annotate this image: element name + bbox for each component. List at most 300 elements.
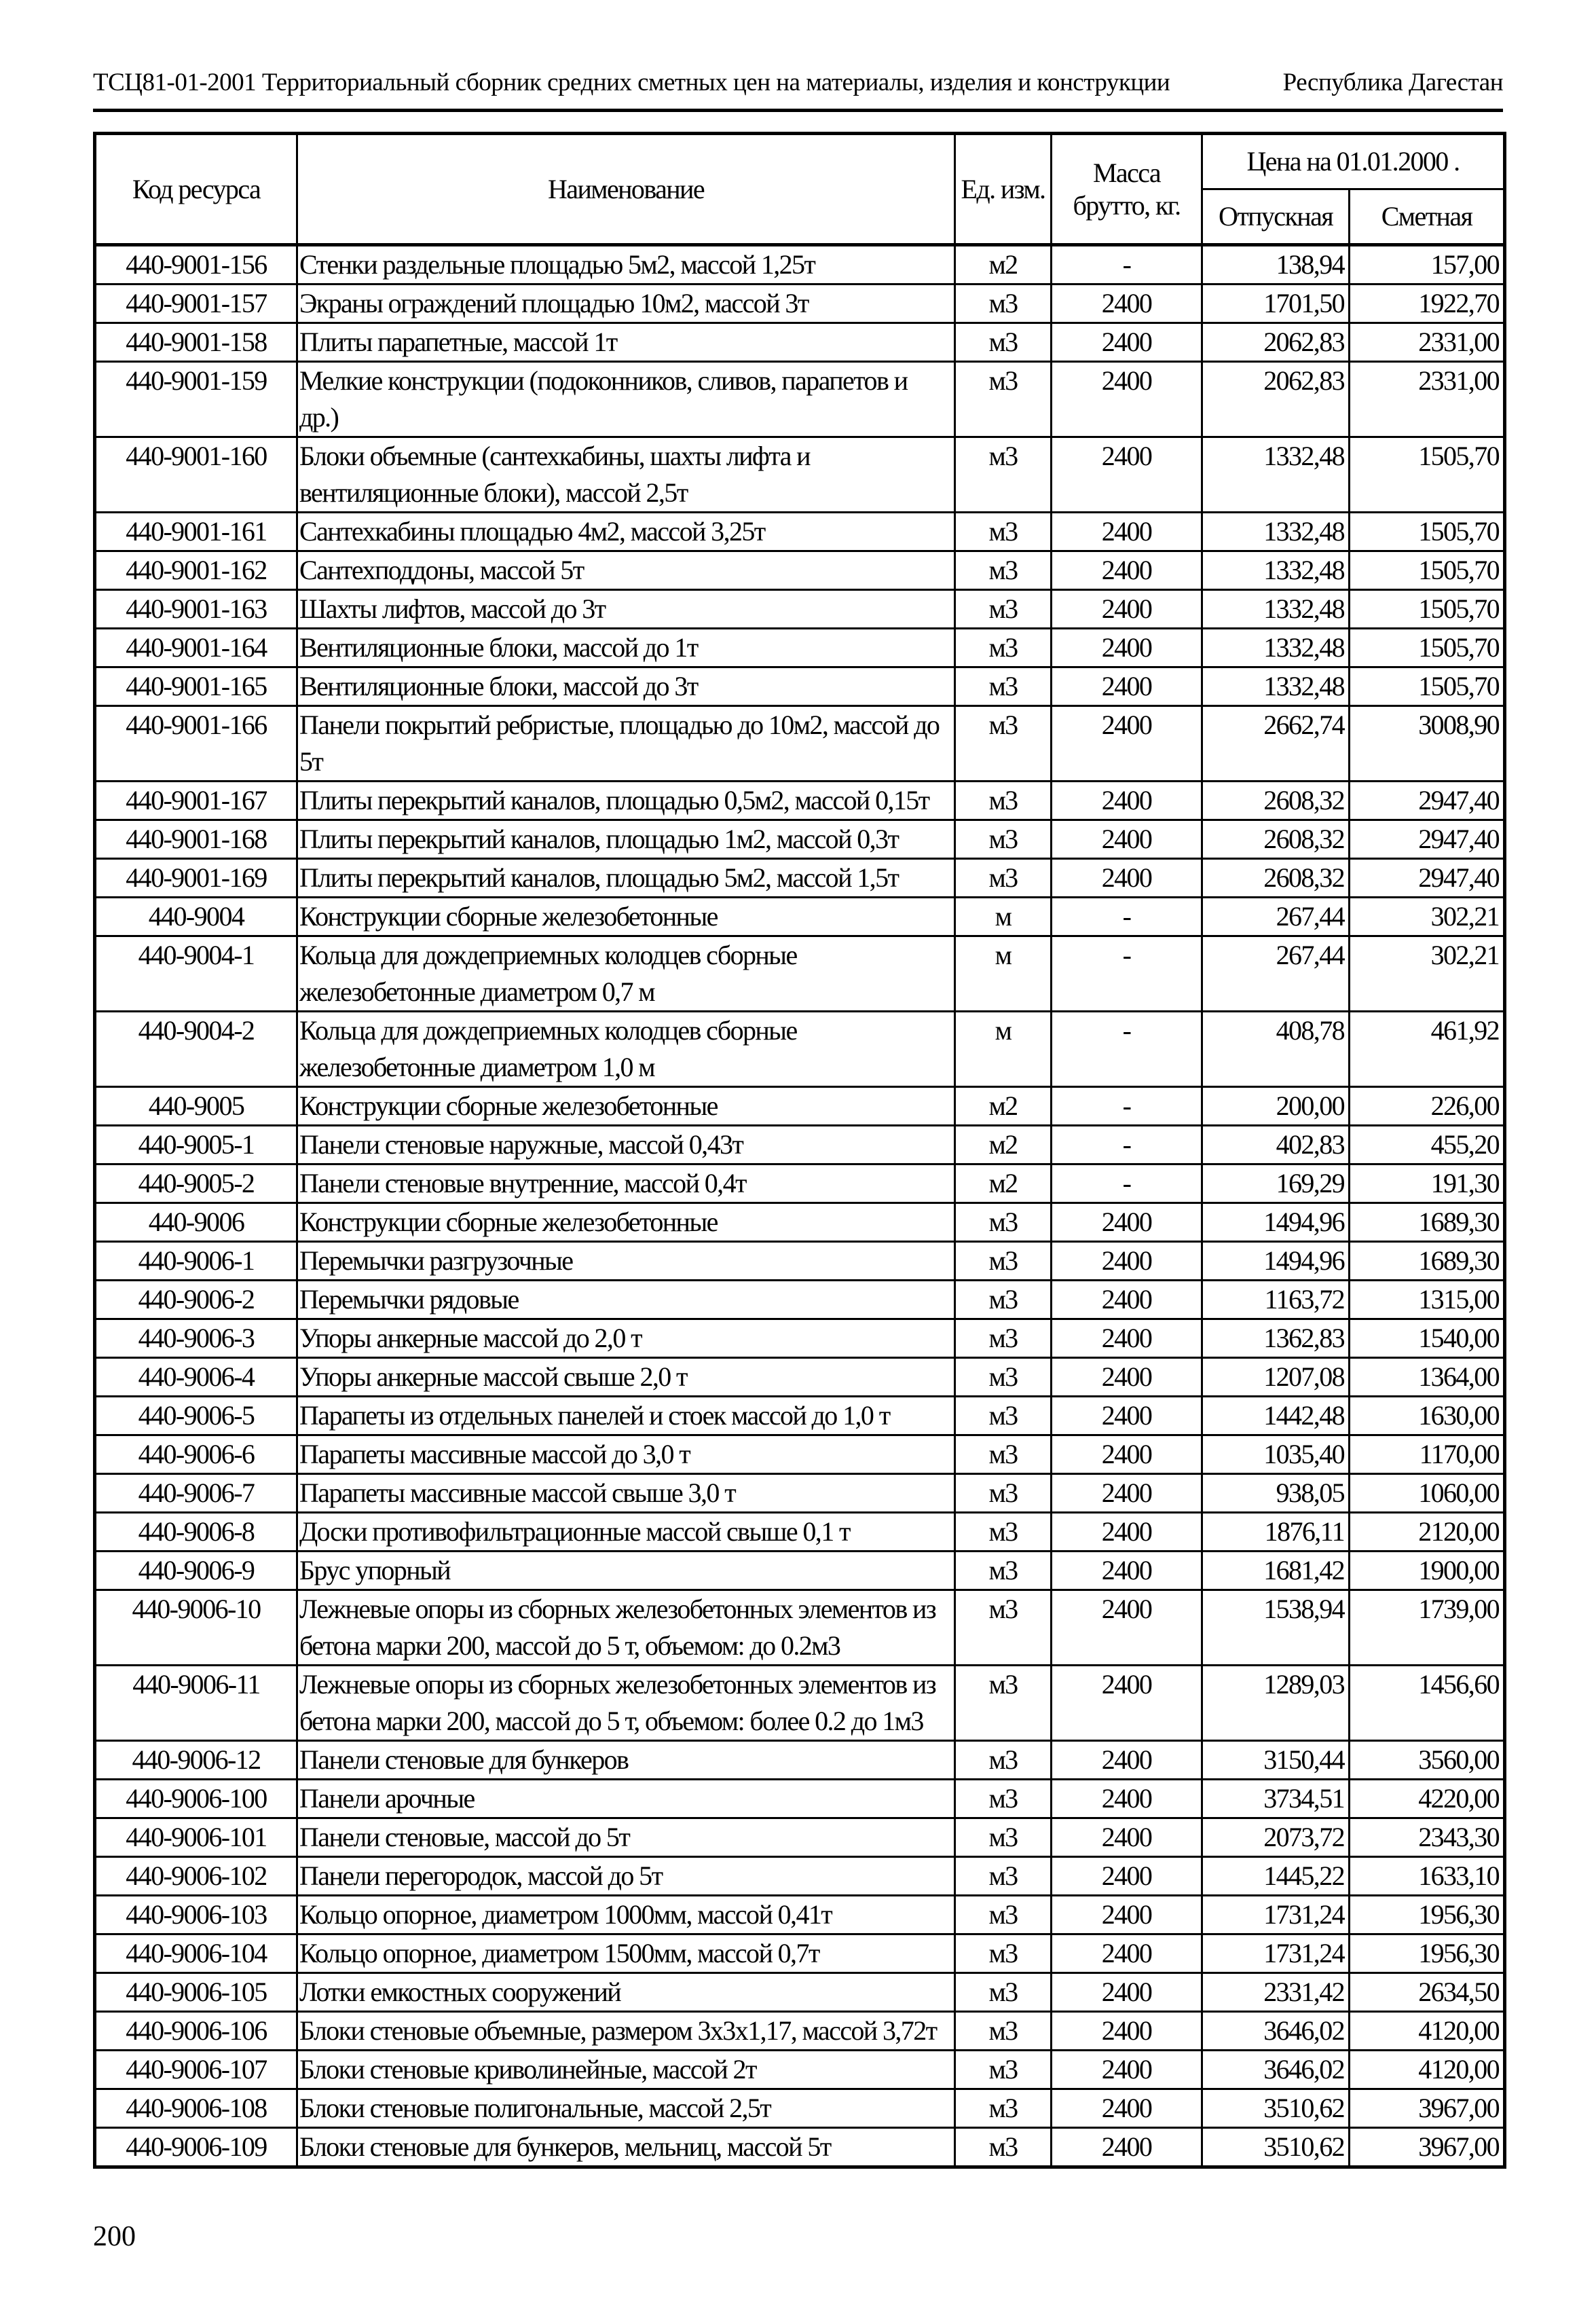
cell-name: Лежневые опоры из сборных железобетонных элементов из бетона марки 200, массой до 5 т, объемом: до 0.2м3	[297, 1590, 955, 1666]
cell-code: 440-9001-160	[95, 437, 297, 513]
cell-name: Упоры анкерные массой свыше 2,0 т	[297, 1358, 955, 1397]
cell-name: Конструкции сборные железобетонные	[297, 1087, 955, 1126]
table-row	[95, 1012, 1505, 1087]
cell-release-price: 1681,42	[1202, 1552, 1350, 1590]
cell-mass: 2400	[1052, 1203, 1202, 1242]
cell-estimate-price: 1689,30	[1350, 1242, 1505, 1281]
table-row	[95, 437, 1505, 513]
cell-code: 440-9001-159	[95, 362, 297, 437]
table-row	[95, 513, 1505, 551]
table-row	[95, 706, 1505, 782]
cell-estimate-price: 302,21	[1350, 898, 1505, 936]
cell-estimate-price: 1505,70	[1350, 590, 1505, 629]
cell-estimate-price: 1630,00	[1350, 1397, 1505, 1435]
cell-name: Плиты перекрытий каналов, площадью 5м2, массой 1,5т	[297, 859, 955, 898]
cell-name: Доски противофильтрационные массой свыше 0,1 т	[297, 1513, 955, 1552]
cell-release-price: 3734,51	[1202, 1780, 1350, 1818]
table-row	[95, 667, 1505, 706]
cell-mass: 2400	[1052, 1741, 1202, 1780]
table-row	[95, 1397, 1505, 1435]
cell-unit: м3	[955, 1818, 1052, 1857]
cell-mass: -	[1052, 1164, 1202, 1203]
cell-unit: м	[955, 1012, 1052, 1087]
cell-name: Лежневые опоры из сборных железобетонных элементов из бетона марки 200, массой до 5 т, объемом: более 0.2 до 1м3	[297, 1666, 955, 1741]
cell-code: 440-9006-6	[95, 1435, 297, 1474]
cell-estimate-price: 226,00	[1350, 1087, 1505, 1126]
cell-estimate-price: 1170,00	[1350, 1435, 1505, 1474]
cell-unit: м	[955, 898, 1052, 936]
cell-name: Панели стеновые внутренние, массой 0,4т	[297, 1164, 955, 1203]
cell-estimate-price: 1315,00	[1350, 1281, 1505, 1319]
table-row	[95, 1242, 1505, 1281]
cell-mass: 2400	[1052, 590, 1202, 629]
col-header-price-group: Цена на 01.01.2000 .	[1202, 134, 1505, 189]
cell-name: Плиты перекрытий каналов, площадью 1м2, массой 0,3т	[297, 820, 955, 859]
cell-code: 440-9004-2	[95, 1012, 297, 1087]
cell-name: Парапеты из отдельных панелей и стоек массой до 1,0 т	[297, 1397, 955, 1435]
cell-unit: м3	[955, 1666, 1052, 1741]
cell-name: Парапеты массивные массой до 3,0 т	[297, 1435, 955, 1474]
cell-name: Экраны ограждений площадью 10м2, массой 3т	[297, 285, 955, 323]
cell-code: 440-9001-164	[95, 629, 297, 667]
cell-unit: м2	[955, 1164, 1052, 1203]
cell-mass: 2400	[1052, 2012, 1202, 2051]
cell-release-price: 1207,08	[1202, 1358, 1350, 1397]
cell-release-price: 1332,48	[1202, 590, 1350, 629]
cell-mass: 2400	[1052, 323, 1202, 362]
cell-estimate-price: 191,30	[1350, 1164, 1505, 1203]
cell-code: 440-9006-104	[95, 1934, 297, 1973]
cell-code: 440-9006-109	[95, 2128, 297, 2167]
cell-unit: м3	[955, 706, 1052, 782]
cell-name: Парапеты массивные массой свыше 3,0 т	[297, 1474, 955, 1513]
cell-release-price: 1332,48	[1202, 667, 1350, 706]
cell-code: 440-9006-5	[95, 1397, 297, 1435]
cell-release-price: 1731,24	[1202, 1896, 1350, 1934]
table-row	[95, 1474, 1505, 1513]
cell-estimate-price: 2120,00	[1350, 1513, 1505, 1552]
cell-mass: 2400	[1052, 551, 1202, 590]
cell-release-price: 267,44	[1202, 936, 1350, 1012]
cell-name: Кольцо опорное, диаметром 1500мм, массой 0,7т	[297, 1934, 955, 1973]
cell-unit: м2	[955, 1087, 1052, 1126]
cell-mass: -	[1052, 1087, 1202, 1126]
cell-release-price: 138,94	[1202, 245, 1350, 285]
cell-name: Конструкции сборные железобетонные	[297, 898, 955, 936]
cell-unit: м3	[955, 820, 1052, 859]
cell-name: Панели стеновые для бункеров	[297, 1741, 955, 1780]
cell-estimate-price: 3560,00	[1350, 1741, 1505, 1780]
table-row	[95, 2051, 1505, 2089]
cell-code: 440-9006-106	[95, 2012, 297, 2051]
cell-estimate-price: 4220,00	[1350, 1780, 1505, 1818]
cell-release-price: 1035,40	[1202, 1435, 1350, 1474]
cell-code: 440-9006-4	[95, 1358, 297, 1397]
table-row	[95, 2089, 1505, 2128]
cell-name: Упоры анкерные массой до 2,0 т	[297, 1319, 955, 1358]
cell-mass: 2400	[1052, 629, 1202, 667]
cell-code: 440-9006-3	[95, 1319, 297, 1358]
cell-code: 440-9006-102	[95, 1857, 297, 1896]
cell-name: Блоки стеновые полигональные, массой 2,5т	[297, 2089, 955, 2128]
table-row	[95, 323, 1505, 362]
table-row	[95, 1666, 1505, 1741]
cell-unit: м3	[955, 1780, 1052, 1818]
cell-unit: м3	[955, 1358, 1052, 1397]
cell-estimate-price: 2343,30	[1350, 1818, 1505, 1857]
cell-name: Блоки стеновые криволинейные, массой 2т	[297, 2051, 955, 2089]
cell-code: 440-9006-108	[95, 2089, 297, 2128]
cell-release-price: 1332,48	[1202, 513, 1350, 551]
cell-code: 440-9001-161	[95, 513, 297, 551]
cell-code: 440-9001-166	[95, 706, 297, 782]
cell-unit: м3	[955, 1435, 1052, 1474]
cell-release-price: 2062,83	[1202, 323, 1350, 362]
cell-unit: м	[955, 936, 1052, 1012]
cell-mass: 2400	[1052, 706, 1202, 782]
cell-unit: м3	[955, 1934, 1052, 1973]
cell-code: 440-9006-8	[95, 1513, 297, 1552]
table-row	[95, 1590, 1505, 1666]
cell-release-price: 1445,22	[1202, 1857, 1350, 1896]
cell-estimate-price: 2947,40	[1350, 782, 1505, 820]
cell-mass: -	[1052, 1126, 1202, 1164]
cell-name: Блоки стеновые объемные, размером 3х3х1,17, массой 3,72т	[297, 2012, 955, 2051]
cell-code: 440-9006-9	[95, 1552, 297, 1590]
cell-estimate-price: 1505,70	[1350, 513, 1505, 551]
cell-name: Брус упорный	[297, 1552, 955, 1590]
cell-estimate-price: 1505,70	[1350, 629, 1505, 667]
cell-mass: 2400	[1052, 1319, 1202, 1358]
cell-release-price: 1876,11	[1202, 1513, 1350, 1552]
table-row	[95, 1164, 1505, 1203]
cell-release-price: 3510,62	[1202, 2128, 1350, 2167]
table-row	[95, 1973, 1505, 2012]
cell-release-price: 1494,96	[1202, 1242, 1350, 1281]
cell-unit: м3	[955, 1397, 1052, 1435]
table-row	[95, 1934, 1505, 1973]
cell-mass: 2400	[1052, 362, 1202, 437]
cell-mass: 2400	[1052, 1934, 1202, 1973]
cell-unit: м3	[955, 1590, 1052, 1666]
cell-code: 440-9001-165	[95, 667, 297, 706]
cell-code: 440-9006-7	[95, 1474, 297, 1513]
cell-release-price: 1538,94	[1202, 1590, 1350, 1666]
table-row	[95, 1552, 1505, 1590]
cell-name: Панели покрытий ребристые, площадью до 10м2, массой до 5т	[297, 706, 955, 782]
table-row	[95, 1087, 1505, 1126]
cell-name: Блоки объемные (сантехкабины, шахты лифта и вентиляционные блоки), массой 2,5т	[297, 437, 955, 513]
cell-estimate-price: 461,92	[1350, 1012, 1505, 1087]
cell-mass: 2400	[1052, 1857, 1202, 1896]
cell-release-price: 1332,48	[1202, 551, 1350, 590]
cell-estimate-price: 1689,30	[1350, 1203, 1505, 1242]
cell-code: 440-9006-2	[95, 1281, 297, 1319]
cell-release-price: 2608,32	[1202, 820, 1350, 859]
cell-estimate-price: 3967,00	[1350, 2089, 1505, 2128]
cell-unit: м3	[955, 362, 1052, 437]
cell-mass: 2400	[1052, 1552, 1202, 1590]
table-row	[95, 2128, 1505, 2167]
cell-name: Вентиляционные блоки, массой до 3т	[297, 667, 955, 706]
cell-name: Перемычки рядовые	[297, 1281, 955, 1319]
cell-name: Сантехкабины площадью 4м2, массой 3,25т	[297, 513, 955, 551]
table-row	[95, 1741, 1505, 1780]
cell-mass: 2400	[1052, 667, 1202, 706]
cell-mass: 2400	[1052, 2051, 1202, 2089]
table-row	[95, 245, 1505, 285]
cell-estimate-price: 1922,70	[1350, 285, 1505, 323]
cell-unit: м3	[955, 1973, 1052, 2012]
cell-release-price: 3150,44	[1202, 1741, 1350, 1780]
region-label: Республика Дагестан	[1282, 69, 1503, 96]
cell-estimate-price: 1900,00	[1350, 1552, 1505, 1590]
cell-release-price: 2331,42	[1202, 1973, 1350, 2012]
cell-mass: 2400	[1052, 1973, 1202, 2012]
price-table	[93, 132, 1506, 2169]
table-row	[95, 820, 1505, 859]
cell-release-price: 1731,24	[1202, 1934, 1350, 1973]
cell-estimate-price: 2947,40	[1350, 820, 1505, 859]
cell-unit: м3	[955, 285, 1052, 323]
table-row	[95, 936, 1505, 1012]
cell-name: Вентиляционные блоки, массой до 1т	[297, 629, 955, 667]
cell-mass: 2400	[1052, 513, 1202, 551]
table-row	[95, 1358, 1505, 1397]
cell-estimate-price: 4120,00	[1350, 2012, 1505, 2051]
cell-estimate-price: 1956,30	[1350, 1896, 1505, 1934]
cell-estimate-price: 1956,30	[1350, 1934, 1505, 1973]
cell-mass: 2400	[1052, 1242, 1202, 1281]
table-row	[95, 1319, 1505, 1358]
cell-code: 440-9004	[95, 898, 297, 936]
cell-release-price: 1701,50	[1202, 285, 1350, 323]
cell-release-price: 1442,48	[1202, 1397, 1350, 1435]
table-row	[95, 782, 1505, 820]
cell-mass: -	[1052, 898, 1202, 936]
cell-unit: м3	[955, 667, 1052, 706]
table-row	[95, 1780, 1505, 1818]
running-header	[93, 68, 1503, 97]
cell-unit: м3	[955, 1857, 1052, 1896]
col-header-unit: Ед. изм.	[955, 134, 1052, 245]
cell-name: Кольцо опорное, диаметром 1000мм, массой 0,41т	[297, 1896, 955, 1934]
cell-unit: м3	[955, 513, 1052, 551]
cell-estimate-price: 157,00	[1350, 245, 1505, 285]
col-header-mass: Масса брутто, кг.	[1052, 134, 1202, 245]
col-header-code: Код ресурса	[95, 134, 297, 245]
cell-estimate-price: 1540,00	[1350, 1319, 1505, 1358]
table-row	[95, 285, 1505, 323]
cell-unit: м3	[955, 2051, 1052, 2089]
cell-unit: м3	[955, 1319, 1052, 1358]
cell-release-price: 267,44	[1202, 898, 1350, 936]
cell-estimate-price: 4120,00	[1350, 2051, 1505, 2089]
cell-mass: 2400	[1052, 437, 1202, 513]
col-header-name: Наименование	[297, 134, 955, 245]
cell-code: 440-9001-169	[95, 859, 297, 898]
cell-name: Мелкие конструкции (подоконников, сливов, парапетов и др.)	[297, 362, 955, 437]
cell-mass: 2400	[1052, 1474, 1202, 1513]
cell-release-price: 200,00	[1202, 1087, 1350, 1126]
cell-code: 440-9001-156	[95, 245, 297, 285]
col-header-estimate-price: Сметная	[1350, 189, 1505, 245]
cell-mass: 2400	[1052, 2089, 1202, 2128]
cell-unit: м3	[955, 1242, 1052, 1281]
cell-mass: -	[1052, 936, 1202, 1012]
cell-unit: м3	[955, 1203, 1052, 1242]
cell-estimate-price: 1456,60	[1350, 1666, 1505, 1741]
cell-release-price: 938,05	[1202, 1474, 1350, 1513]
table-row	[95, 1435, 1505, 1474]
cell-name: Плиты перекрытий каналов, площадью 0,5м2, массой 0,15т	[297, 782, 955, 820]
cell-unit: м3	[955, 437, 1052, 513]
cell-name: Шахты лифтов, массой до 3т	[297, 590, 955, 629]
cell-estimate-price: 1633,10	[1350, 1857, 1505, 1896]
cell-mass: 2400	[1052, 1435, 1202, 1474]
cell-mass: -	[1052, 245, 1202, 285]
cell-estimate-price: 2331,00	[1350, 323, 1505, 362]
cell-name: Лотки емкостных сооружений	[297, 1973, 955, 2012]
cell-code: 440-9006-107	[95, 2051, 297, 2089]
table-row	[95, 1513, 1505, 1552]
table-row	[95, 1896, 1505, 1934]
cell-unit: м3	[955, 590, 1052, 629]
cell-name: Кольца для дождеприемных колодцев сборные железобетонные диаметром 0,7 м	[297, 936, 955, 1012]
cell-estimate-price: 1505,70	[1350, 667, 1505, 706]
table-row	[95, 859, 1505, 898]
cell-unit: м3	[955, 1896, 1052, 1934]
cell-name: Перемычки разгрузочные	[297, 1242, 955, 1281]
cell-release-price: 402,83	[1202, 1126, 1350, 1164]
cell-name: Кольца для дождеприемных колодцев сборные железобетонные диаметром 1,0 м	[297, 1012, 955, 1087]
cell-mass: 2400	[1052, 1780, 1202, 1818]
cell-mass: 2400	[1052, 1818, 1202, 1857]
cell-release-price: 1494,96	[1202, 1203, 1350, 1242]
cell-estimate-price: 302,21	[1350, 936, 1505, 1012]
cell-unit: м3	[955, 1552, 1052, 1590]
cell-mass: 2400	[1052, 1666, 1202, 1741]
cell-mass: 2400	[1052, 820, 1202, 859]
cell-release-price: 1289,03	[1202, 1666, 1350, 1741]
table-row	[95, 1818, 1505, 1857]
table-row	[95, 1203, 1505, 1242]
cell-code: 440-9006	[95, 1203, 297, 1242]
cell-unit: м3	[955, 2089, 1052, 2128]
cell-name: Панели стеновые, массой до 5т	[297, 1818, 955, 1857]
cell-code: 440-9006-11	[95, 1666, 297, 1741]
cell-mass: 2400	[1052, 859, 1202, 898]
cell-release-price: 1163,72	[1202, 1281, 1350, 1319]
cell-mass: 2400	[1052, 1281, 1202, 1319]
cell-release-price: 169,29	[1202, 1164, 1350, 1203]
cell-name: Сантехподдоны, массой 5т	[297, 551, 955, 590]
cell-unit: м3	[955, 2012, 1052, 2051]
cell-name: Блоки стеновые для бункеров, мельниц, массой 5т	[297, 2128, 955, 2167]
cell-code: 440-9004-1	[95, 936, 297, 1012]
cell-release-price: 2073,72	[1202, 1818, 1350, 1857]
cell-name: Панели стеновые наружные, массой 0,43т	[297, 1126, 955, 1164]
table-row	[95, 629, 1505, 667]
table-row	[95, 1857, 1505, 1896]
cell-unit: м2	[955, 1126, 1052, 1164]
cell-release-price: 2062,83	[1202, 362, 1350, 437]
cell-estimate-price: 1364,00	[1350, 1358, 1505, 1397]
cell-code: 440-9006-12	[95, 1741, 297, 1780]
cell-estimate-price: 2331,00	[1350, 362, 1505, 437]
cell-code: 440-9001-163	[95, 590, 297, 629]
cell-estimate-price: 1060,00	[1350, 1474, 1505, 1513]
cell-code: 440-9001-157	[95, 285, 297, 323]
cell-unit: м3	[955, 1513, 1052, 1552]
cell-mass: 2400	[1052, 285, 1202, 323]
table-row	[95, 362, 1505, 437]
cell-name: Панели перегородок, массой до 5т	[297, 1857, 955, 1896]
col-header-release-price: Отпускная	[1202, 189, 1350, 245]
table-body	[95, 245, 1505, 2167]
cell-release-price: 1332,48	[1202, 437, 1350, 513]
cell-mass: 2400	[1052, 1513, 1202, 1552]
cell-code: 440-9006-1	[95, 1242, 297, 1281]
cell-code: 440-9006-10	[95, 1590, 297, 1666]
cell-mass: 2400	[1052, 1358, 1202, 1397]
cell-unit: м3	[955, 551, 1052, 590]
cell-unit: м3	[955, 1281, 1052, 1319]
cell-code: 440-9005	[95, 1087, 297, 1126]
cell-mass: 2400	[1052, 1397, 1202, 1435]
cell-mass: 2400	[1052, 2128, 1202, 2167]
cell-unit: м3	[955, 323, 1052, 362]
cell-estimate-price: 3008,90	[1350, 706, 1505, 782]
cell-unit: м3	[955, 859, 1052, 898]
cell-name: Плиты парапетные, массой 1т	[297, 323, 955, 362]
cell-code: 440-9001-168	[95, 820, 297, 859]
cell-code: 440-9005-1	[95, 1126, 297, 1164]
table-row	[95, 2012, 1505, 2051]
cell-estimate-price: 2634,50	[1350, 1973, 1505, 2012]
cell-mass: 2400	[1052, 1590, 1202, 1666]
cell-estimate-price: 1739,00	[1350, 1590, 1505, 1666]
cell-unit: м3	[955, 2128, 1052, 2167]
cell-release-price: 2608,32	[1202, 859, 1350, 898]
cell-mass: 2400	[1052, 782, 1202, 820]
cell-code: 440-9006-103	[95, 1896, 297, 1934]
cell-name: Конструкции сборные железобетонные	[297, 1203, 955, 1242]
table-row	[95, 551, 1505, 590]
cell-code: 440-9006-105	[95, 1973, 297, 2012]
cell-release-price: 3646,02	[1202, 2051, 1350, 2089]
cell-unit: м2	[955, 245, 1052, 285]
cell-release-price: 3510,62	[1202, 2089, 1350, 2128]
table-row	[95, 898, 1505, 936]
cell-code: 440-9001-167	[95, 782, 297, 820]
header-rule	[93, 109, 1503, 112]
cell-code: 440-9006-101	[95, 1818, 297, 1857]
cell-code: 440-9001-162	[95, 551, 297, 590]
cell-release-price: 2608,32	[1202, 782, 1350, 820]
cell-estimate-price: 455,20	[1350, 1126, 1505, 1164]
cell-unit: м3	[955, 1474, 1052, 1513]
cell-unit: м3	[955, 782, 1052, 820]
cell-estimate-price: 1505,70	[1350, 437, 1505, 513]
cell-unit: м3	[955, 1741, 1052, 1780]
cell-code: 440-9006-100	[95, 1780, 297, 1818]
cell-name: Панели арочные	[297, 1780, 955, 1818]
cell-release-price: 1362,83	[1202, 1319, 1350, 1358]
cell-estimate-price: 2947,40	[1350, 859, 1505, 898]
cell-release-price: 3646,02	[1202, 2012, 1350, 2051]
collection-title: ТСЦ81-01-2001 Территориальный сборник средних сметных цен на материалы, изделия и конструкции	[93, 69, 1170, 96]
